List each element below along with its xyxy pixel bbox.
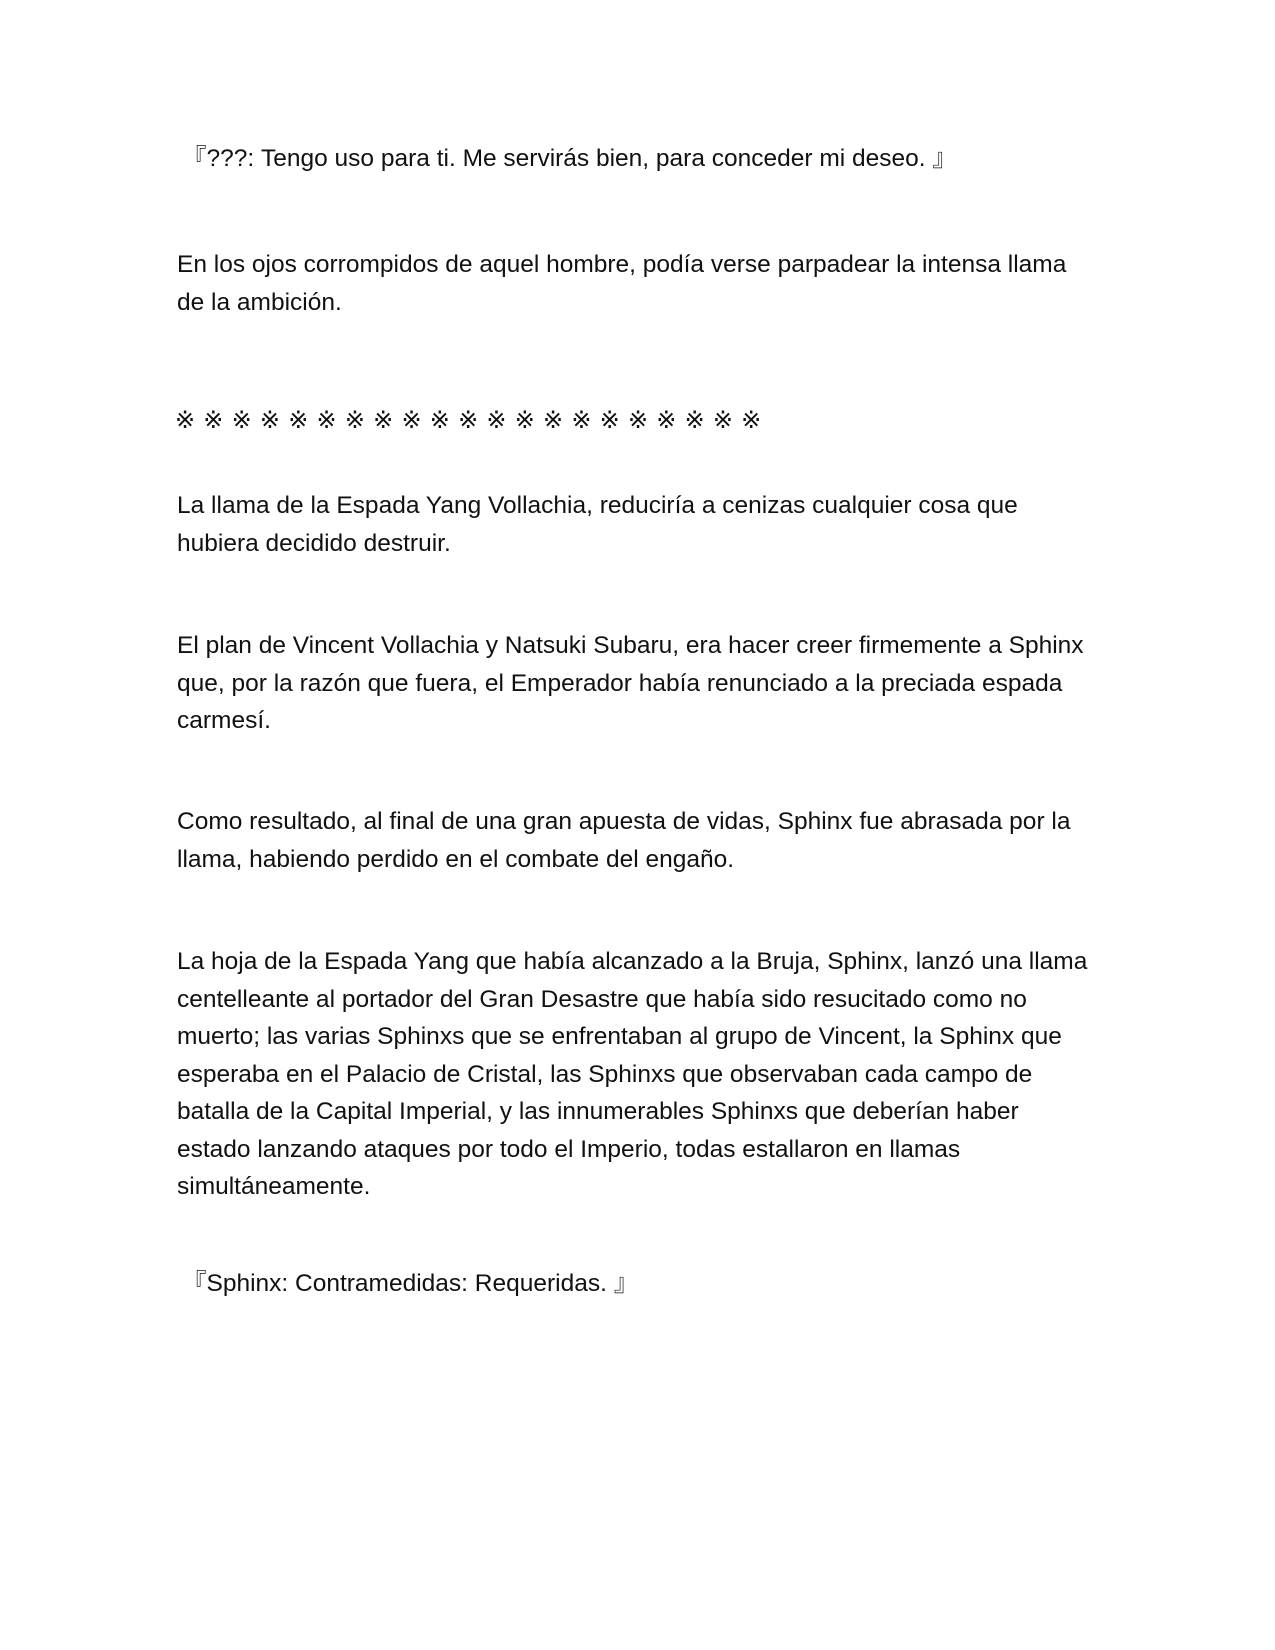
paragraph: En los ojos corrompidos de aquel hombre, podía verse parpadear la intensa llama de la ambición. xyxy=(177,251,1067,316)
paragraph: La hoja de la Espada Yang que había alcanzado a la Bruja, Sphinx, lanzó una llama centelleante al portador del Gran Desastre que había sido resucitado como no muerto; las varias Sphinxs que se enfrentaban al grupo de Vincent, la Sphinx que esperaba en el Palacio de Cristal, las Sphinxs que observaban cada campo de batalla de la Capital Imperial, y las innumerables Sphinxs que deberían haber estado lanzando ataques por todo el Imperio, todas estallaron en llamas simultáneamente. xyxy=(177,948,1088,1200)
paragraph: Como resultado, al final de una gran apuesta de vidas, Sphinx fue abrasada por la llama, habiendo perdido en el combate del engaño. xyxy=(177,808,1071,873)
scene-separator: ※※※※※※※※※※※※※※※※※※※※※ xyxy=(175,406,770,434)
dialogue-line: 『Sphinx: Contramedidas: Requeridas. 』 xyxy=(182,1270,639,1297)
dialogue-line: 『???: Tengo uso para ti. Me servirás bien, para conceder mi deseo. 』 xyxy=(182,145,957,172)
paragraph: El plan de Vincent Vollachia y Natsuki Subaru, era hacer creer firmemente a Sphinx que, por la razón que fuera, el Emperador había renunciado a la preciada espada carmesí. xyxy=(177,632,1084,734)
paragraph: La llama de la Espada Yang Vollachia, reduciría a cenizas cualquier cosa que hubiera decidido destruir. xyxy=(177,492,1018,557)
